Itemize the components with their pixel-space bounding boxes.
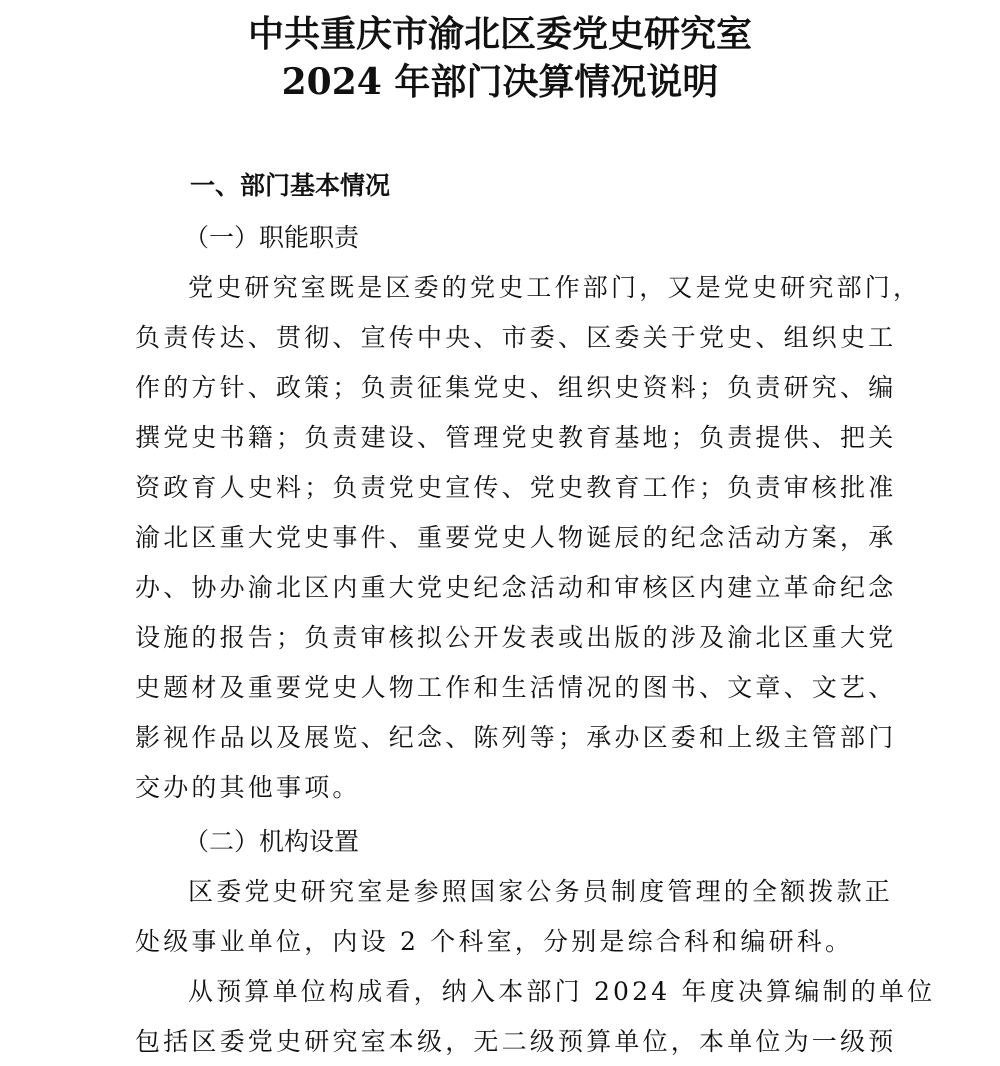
- paragraph-line: 撰党史书籍；负责建设、管理党史教育基地；负责提供、把关: [135, 423, 897, 452]
- paragraph-line: 设施的报告；负责审核拟公开发表或出版的涉及渝北区重大党: [135, 623, 897, 652]
- paragraph-line: 作的方针、政策；负责征集党史、组织史资料；负责研究、编: [135, 373, 897, 402]
- paragraph-line: 交办的其他事项。: [135, 773, 361, 802]
- paragraph-line: 区委党史研究室是参照国家公务员制度管理的全额拨款正: [188, 877, 894, 906]
- paragraph-line: 包括区委党史研究室本级，无二级预算单位，本单位为一级预: [135, 1027, 897, 1056]
- paragraph-line: 办、协办渝北区内重大党史纪念活动和审核区内建立革命纪念: [135, 573, 897, 602]
- document-title-line-1: 中共重庆市渝北区委党史研究室: [247, 13, 752, 55]
- paragraph-line: 影视作品以及展览、纪念、陈列等；承办区委和上级主管部门: [135, 723, 897, 752]
- paragraph-line: 史题材及重要党史人物工作和生活情况的图书、文章、文艺、: [135, 673, 897, 702]
- subsection-heading-functions: （一）职能职责: [184, 223, 360, 252]
- section-heading-basic-info: 一、部门基本情况: [190, 171, 391, 200]
- subsection-heading-organization: （二）机构设置: [184, 827, 360, 856]
- paragraph-line: 资政育人史料；负责党史宣传、党史教育工作；负责审核批准: [135, 473, 897, 502]
- paragraph-line: 渝北区重大党史事件、重要党史人物诞辰的纪念活动方案，承: [135, 523, 897, 552]
- document-title-line-2: 2024 年部门决算情况说明: [281, 61, 719, 103]
- paragraph-line: 党史研究室既是区委的党史工作部门，又是党史研究部门，: [188, 273, 922, 302]
- paragraph-line: 处级事业单位，内设 2 个科室，分别是综合科和编研科。: [135, 927, 854, 956]
- paragraph-line: 从预算单位构成看，纳入本部门 2024 年度决算编制的单位: [188, 977, 936, 1006]
- paragraph-line: 负责传达、贯彻、宣传中央、市委、区委关于党史、组织史工: [135, 323, 897, 352]
